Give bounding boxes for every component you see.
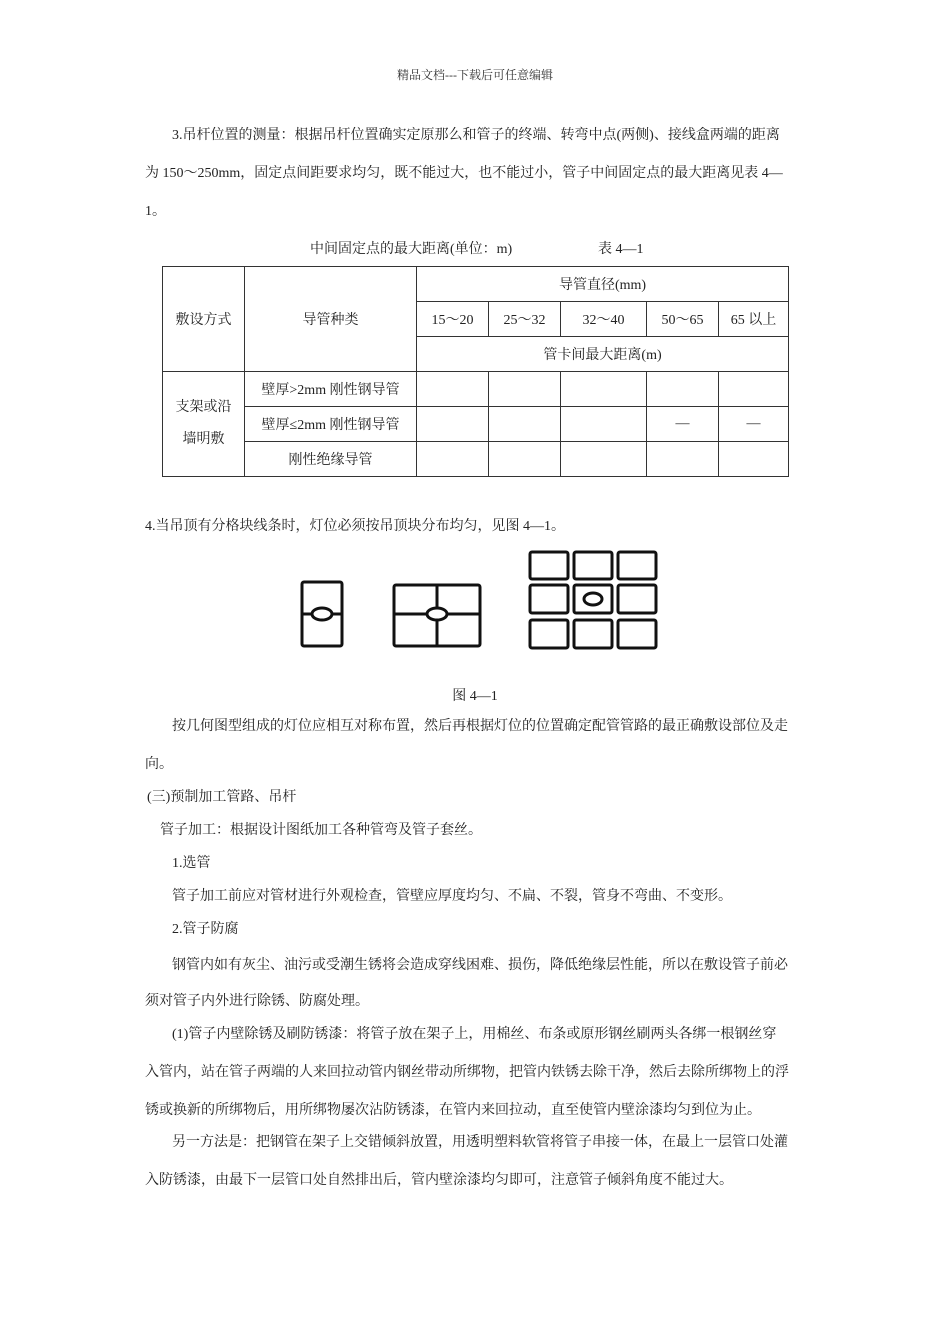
value-cell — [647, 372, 719, 407]
size-cell: 50～65 — [647, 302, 719, 337]
item-2-1-line2: 入管内，站在管子两端的人来回拉动管内钢丝带动所绑物，把管内铁锈去除干净，然后去除所绑物上的浮 — [145, 1065, 789, 1080]
size-cell: 65 以上 — [719, 302, 789, 337]
item-1-heading: 1.选管 — [172, 856, 211, 871]
row-type: 壁厚>2mm 刚性钢导管 — [245, 372, 417, 407]
para-3-line1: 3.吊杆位置的测量：根据吊杆位置确实定原那么和管子的终端、转弯中点(两侧)、接线盒两端的距离 — [172, 128, 780, 143]
quad-panel-layout — [394, 585, 480, 646]
grid-panel-layout — [530, 552, 656, 648]
value-cell — [489, 442, 561, 477]
row-type: 刚性绝缘导管 — [245, 442, 417, 477]
header-type: 导管种类 — [245, 267, 417, 372]
item-2-line2: 须对管子内外进行除锈、防腐处理。 — [145, 994, 369, 1009]
header-diameter: 导管直径(mm) — [417, 267, 789, 302]
para-4: 4.当吊顶有分格块线条时，灯位必须按吊顶块分布均匀，见图 4—1。 — [145, 519, 565, 534]
value-cell — [561, 372, 647, 407]
other-method-line2: 入防锈漆，由最下一层管口处自然排出后，管内壁涂漆均匀即可，注意管子倾斜角度不能过大。 — [145, 1173, 733, 1188]
item-2-1-line3: 锈或换新的所绑物后，用所绑物屡次沾防锈漆，在管内来回拉动，直至使管内壁涂漆均匀到位为止。 — [145, 1103, 761, 1118]
value-cell — [647, 442, 719, 477]
item-2-1-line1: (1)管子内壁除锈及刷防锈漆：将管子放在架子上，用棉丝、布条或原形钢丝刷两头各绑一根钢丝穿 — [172, 1027, 777, 1042]
size-cell: 25～32 — [489, 302, 561, 337]
section-3-heading: (三)预制加工管路、吊杆 — [147, 790, 297, 805]
para-sym-line1: 按几何图型组成的灯位应相互对称布置，然后再根据灯位的位置确定配管管路的最正确敷设部位及走 — [172, 719, 788, 734]
other-method-line1: 另一方法是：把钢管在架子上交错倾斜放置，用透明塑料软管将管子串接一体，在最上一层管口处灌 — [172, 1135, 788, 1150]
method-cell — [163, 372, 245, 477]
value-cell: — — [719, 407, 789, 442]
single-panel-layout — [302, 582, 342, 646]
spacing-table — [162, 266, 789, 477]
pipe-processing: 管子加工：根据设计图纸加工各种管弯及管子套丝。 — [160, 823, 482, 838]
table-number: 表 4—1 — [598, 242, 644, 257]
page-header: 精品文档---下载后可任意编辑 — [397, 68, 553, 82]
value-cell — [417, 442, 489, 477]
method-line2: 墙明敷 — [182, 432, 225, 447]
header-method: 敷设方式 — [163, 267, 245, 372]
row-type: 壁厚≤2mm 刚性钢导管 — [245, 407, 417, 442]
figure-4-1-diagram — [290, 544, 680, 664]
table-title: 中间固定点的最大距离(单位：m) — [310, 242, 513, 257]
value-cell — [489, 372, 561, 407]
para-sym-line2: 向。 — [145, 757, 173, 772]
value-cell — [417, 407, 489, 442]
size-cell: 32～40 — [561, 302, 647, 337]
value-cell — [561, 442, 647, 477]
value-cell — [719, 372, 789, 407]
method-line1: 支架或沿 — [175, 400, 232, 415]
value-cell: — — [647, 407, 719, 442]
para-3-line2: 为 150～250mm，固定点间距要求均匀，既不能过大，也不能过小，管子中间固定点的最大距离见表 4— — [145, 166, 783, 181]
header-spacing: 管卡间最大距离(m) — [417, 337, 789, 372]
para-3-line3: 1。 — [145, 204, 166, 219]
figure-caption: 图 4—1 — [452, 689, 498, 704]
value-cell — [719, 442, 789, 477]
value-cell — [561, 407, 647, 442]
item-1-text: 管子加工前应对管材进行外观检查，管壁应厚度均匀、不扁、不裂，管身不弯曲、不变形。 — [172, 889, 732, 904]
size-cell: 15～20 — [417, 302, 489, 337]
value-cell — [417, 372, 489, 407]
item-2-heading: 2.管子防腐 — [172, 922, 239, 937]
value-cell — [489, 407, 561, 442]
item-2-line1: 钢管内如有灰尘、油污或受潮生锈将会造成穿线困难、损伤，降低绝缘层性能，所以在敷设管子前必 — [172, 958, 788, 973]
